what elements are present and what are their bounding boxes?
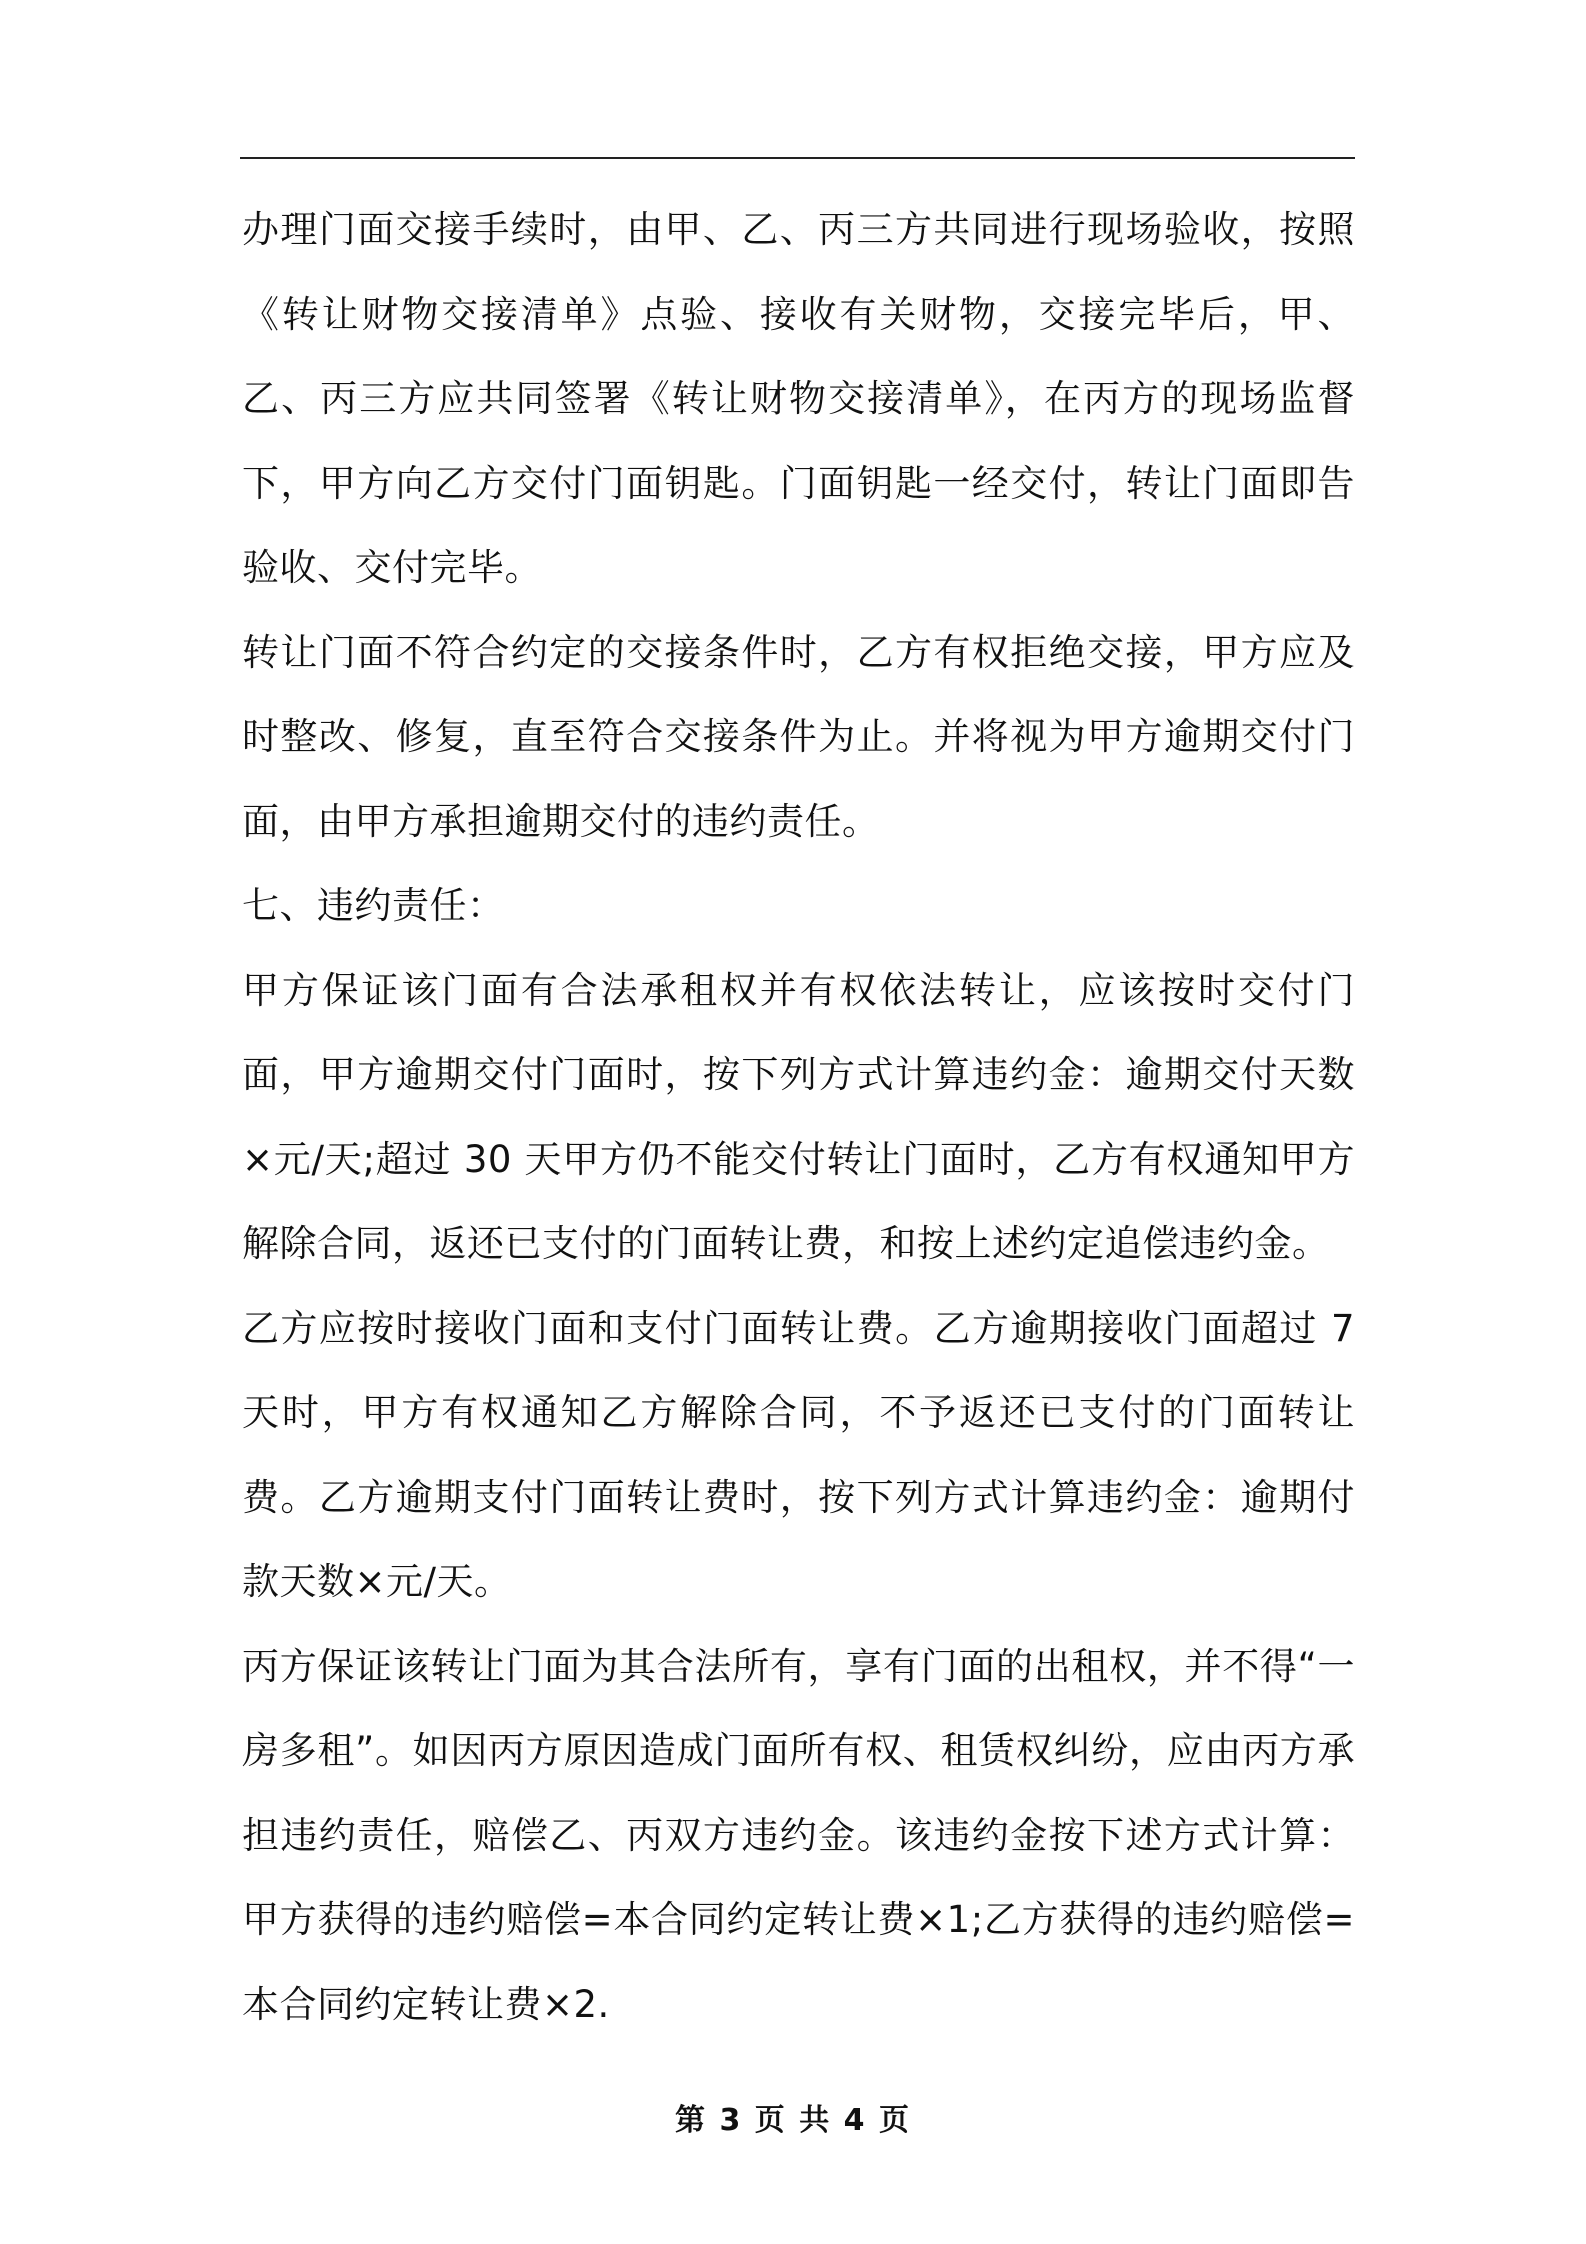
paragraph-handover: 办理门面交接手续时，由甲、乙、丙三方共同进行现场验收，按照《转让财物交接清单》点验、接收有关财物，交接完毕后，甲、乙、丙三方应共同签署《转让财物交接清单》，在丙方的现场监督下，甲方向乙方交付门面钥匙。门面钥匙一经交付，转让门面即告验收、交付完毕。 [242,208,1355,589]
document-body [242,188,1355,2047]
section-heading-breach-liability: 七、违约责任： [242,884,505,927]
header-rule [240,157,1355,159]
paragraph-party-c-obligation: 丙方保证该转让门面为其合法所有，享有门面的出租权，并不得“一房多租”。如因丙方原因造成门面所有权、租赁权纠纷，应由丙方承担违约责任，赔偿乙、丙双方违约金。该违约金按下述方式计算：甲方获得的违约赔偿=本合同约定转让费×1;乙方获得的违约赔偿=本合同约定转让费×2. [242,1644,1355,2026]
page-number-footer: 第 3 页 共 4 页 [675,2103,911,2138]
paragraph-party-b-obligation: 乙方应按时接收门面和支付门面转让费。乙方逾期接收门面超过 7天时，甲方有权通知乙方解除合同，不予返还已支付的门面转让费。乙方逾期支付门面转让费时，按下列方式计算违约金：逾期付款天数×元/天。 [242,1306,1355,1603]
paragraph-handover-conditions: 转让门面不符合约定的交接条件时，乙方有权拒绝交接，甲方应及时整改、修复，直至符合交接条件为止。并将视为甲方逾期交付门面，由甲方承担逾期交付的违约责任。 [242,630,1355,843]
paragraph-party-a-obligation: 甲方保证该门面有合法承租权并有权依法转让，应该按时交付门面，甲方逾期交付门面时，按下列方式计算违约金：逾期交付天数×元/天;超过 30 天甲方仍不能交付转让门面时，乙方有权通知甲方解除合同，返还已支付的门面转让费，和按上述约定追偿违约金。 [242,968,1355,1265]
